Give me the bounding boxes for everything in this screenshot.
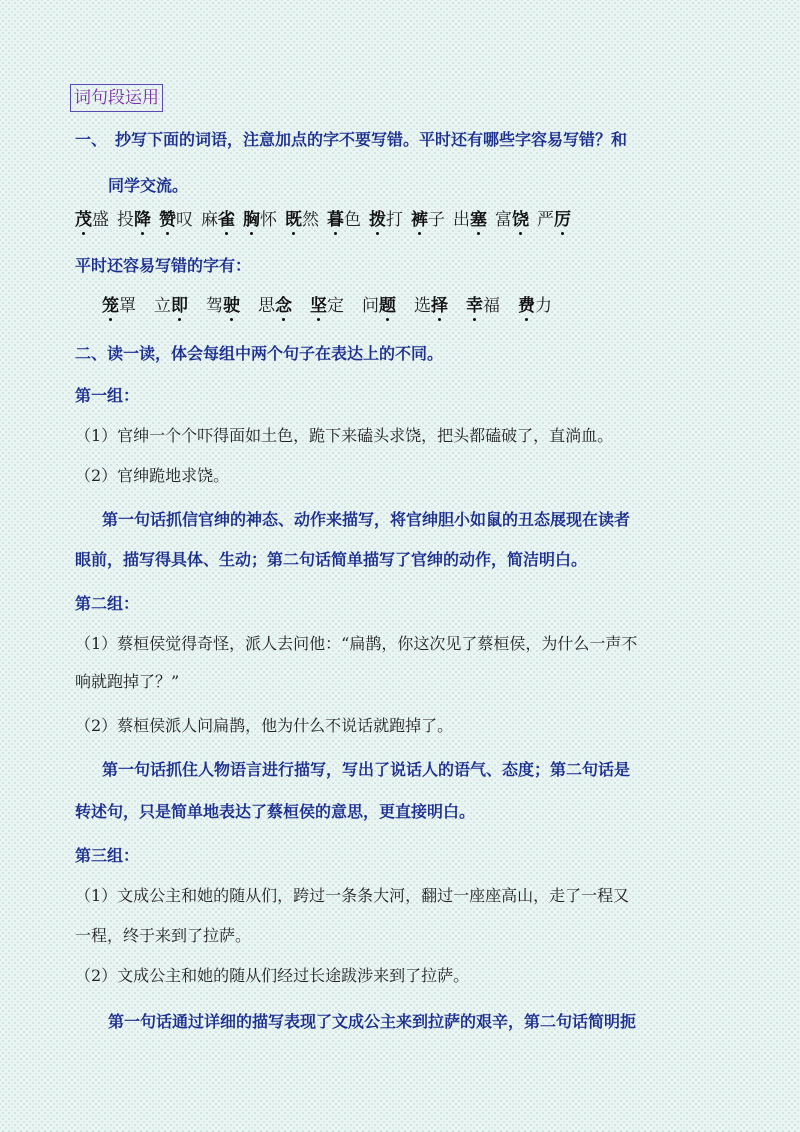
group-1-sentence-2: （2）官绅跪地求饶。 [75,466,230,485]
dotted-character: 茂 [75,210,92,230]
word-character: 思 [258,296,275,316]
word-item [243,210,277,230]
group-2-sentence-1a: （1）蔡桓侯觉得奇怪，派人去问他：“扁鹊，你这次见了蔡桓侯，为什么一声不 [75,634,638,653]
word-item [362,296,396,316]
dotted-character: 驶 [223,296,240,316]
question-2-title: 二、读一读，体会每组中两个句子在表达上的不同。 [75,344,444,363]
dotted-character: 拨 [369,210,386,230]
word-character: 投 [117,210,134,230]
group-1-sentence-1: （1）官绅一个个吓得面如土色，跪下来磕头求饶，把头都磕破了，直淌血。 [75,426,614,445]
dotted-character: 塞 [470,210,487,230]
word-character: 打 [386,210,403,230]
group-3-sentence-1a: （1）文成公主和她的随从们，跨过一条条大河，翻过一座座高山，走了一程又 [75,886,630,905]
group-3-sentence-2: （2）文成公主和她的随从们经过长途跋涉来到了拉萨。 [75,966,470,985]
word-item [537,210,571,230]
group-1-note-line-1: 第一句话抓信官绅的神态、动作来描写，将官绅胆小如鼠的丑态展现在读者 [102,510,631,529]
word-character: 富 [495,210,512,230]
group-2-title: 第二组： [75,594,140,613]
word-character: 力 [535,296,552,316]
word-character: 怀 [260,210,277,230]
word-character: 叹 [176,210,193,230]
group-1-title: 第一组： [75,386,140,405]
dotted-character: 裤 [411,210,428,230]
word-character: 福 [483,296,500,316]
word-item [159,210,193,230]
word-item [117,210,151,230]
word-item [75,210,109,230]
word-character: 驾 [206,296,223,316]
word-item [411,210,445,230]
common-errors-label: 平时还容易写错的字有： [75,256,252,275]
word-item [310,296,344,316]
dotted-character: 题 [379,296,396,316]
word-item [154,296,188,316]
dotted-character: 厉 [554,210,571,230]
dotted-character: 择 [431,296,448,316]
group-2-note-line-2: 转述句，只是简单地表达了蔡桓侯的意思，更直接明白。 [75,802,476,821]
word-character: 子 [428,210,445,230]
dotted-character: 费 [518,296,535,316]
word-item [258,296,292,316]
word-character: 色 [344,210,361,230]
dotted-character: 笼 [102,296,119,316]
dotted-character: 即 [171,296,188,316]
question-1-line-2: 同学交流。 [108,176,189,195]
word-character: 选 [414,296,431,316]
word-item [518,296,552,316]
word-item [285,210,319,230]
group-2-sentence-1b: 响就跑掉了？” [75,672,180,691]
word-item [201,210,235,230]
dotted-character: 胸 [243,210,260,230]
word-item [453,210,487,230]
word-list-row-2 [102,294,570,318]
word-character: 定 [327,296,344,316]
word-item [102,296,136,316]
dotted-character: 饶 [512,210,529,230]
word-character: 问 [362,296,379,316]
word-character: 然 [302,210,319,230]
dotted-character: 降 [134,210,151,230]
section-title: 词句段运用 [70,84,163,112]
word-list-row-1 [75,208,579,232]
word-character: 出 [453,210,470,230]
dotted-character: 念 [275,296,292,316]
dotted-character: 赞 [159,210,176,230]
group-2-note-line-1: 第一句话抓住人物语言进行描写，写出了说话人的语气、态度；第二句话是 [102,760,631,779]
word-character: 麻 [201,210,218,230]
word-character: 严 [537,210,554,230]
group-3-title: 第三组： [75,846,140,865]
dotted-character: 既 [285,210,302,230]
word-item [369,210,403,230]
dotted-character: 幸 [466,296,483,316]
group-3-note-line-1: 第一句话通过详细的描写表现了文成公主来到拉萨的艰辛，第二句话简明扼 [108,1012,637,1031]
word-item [466,296,500,316]
word-character: 立 [154,296,171,316]
dotted-character: 坚 [310,296,327,316]
word-item [495,210,529,230]
group-3-sentence-1b: 一程，终于来到了拉萨。 [75,926,252,945]
word-item [206,296,240,316]
word-character: 罩 [119,296,136,316]
dotted-character: 暮 [327,210,344,230]
group-2-sentence-2: （2）蔡桓侯派人问扁鹊，他为什么不说话就跑掉了。 [75,716,454,735]
word-item [414,296,448,316]
dotted-character: 雀 [218,210,235,230]
question-1-line-1: 一、 抄写下面的词语，注意加点的字不要写错。平时还有哪些字容易写错？和 [75,130,628,149]
word-item [327,210,361,230]
word-character: 盛 [92,210,109,230]
group-1-note-line-2: 眼前，描写得具体、生动；第二句话简单描写了官绅的动作，简洁明白。 [75,550,588,569]
